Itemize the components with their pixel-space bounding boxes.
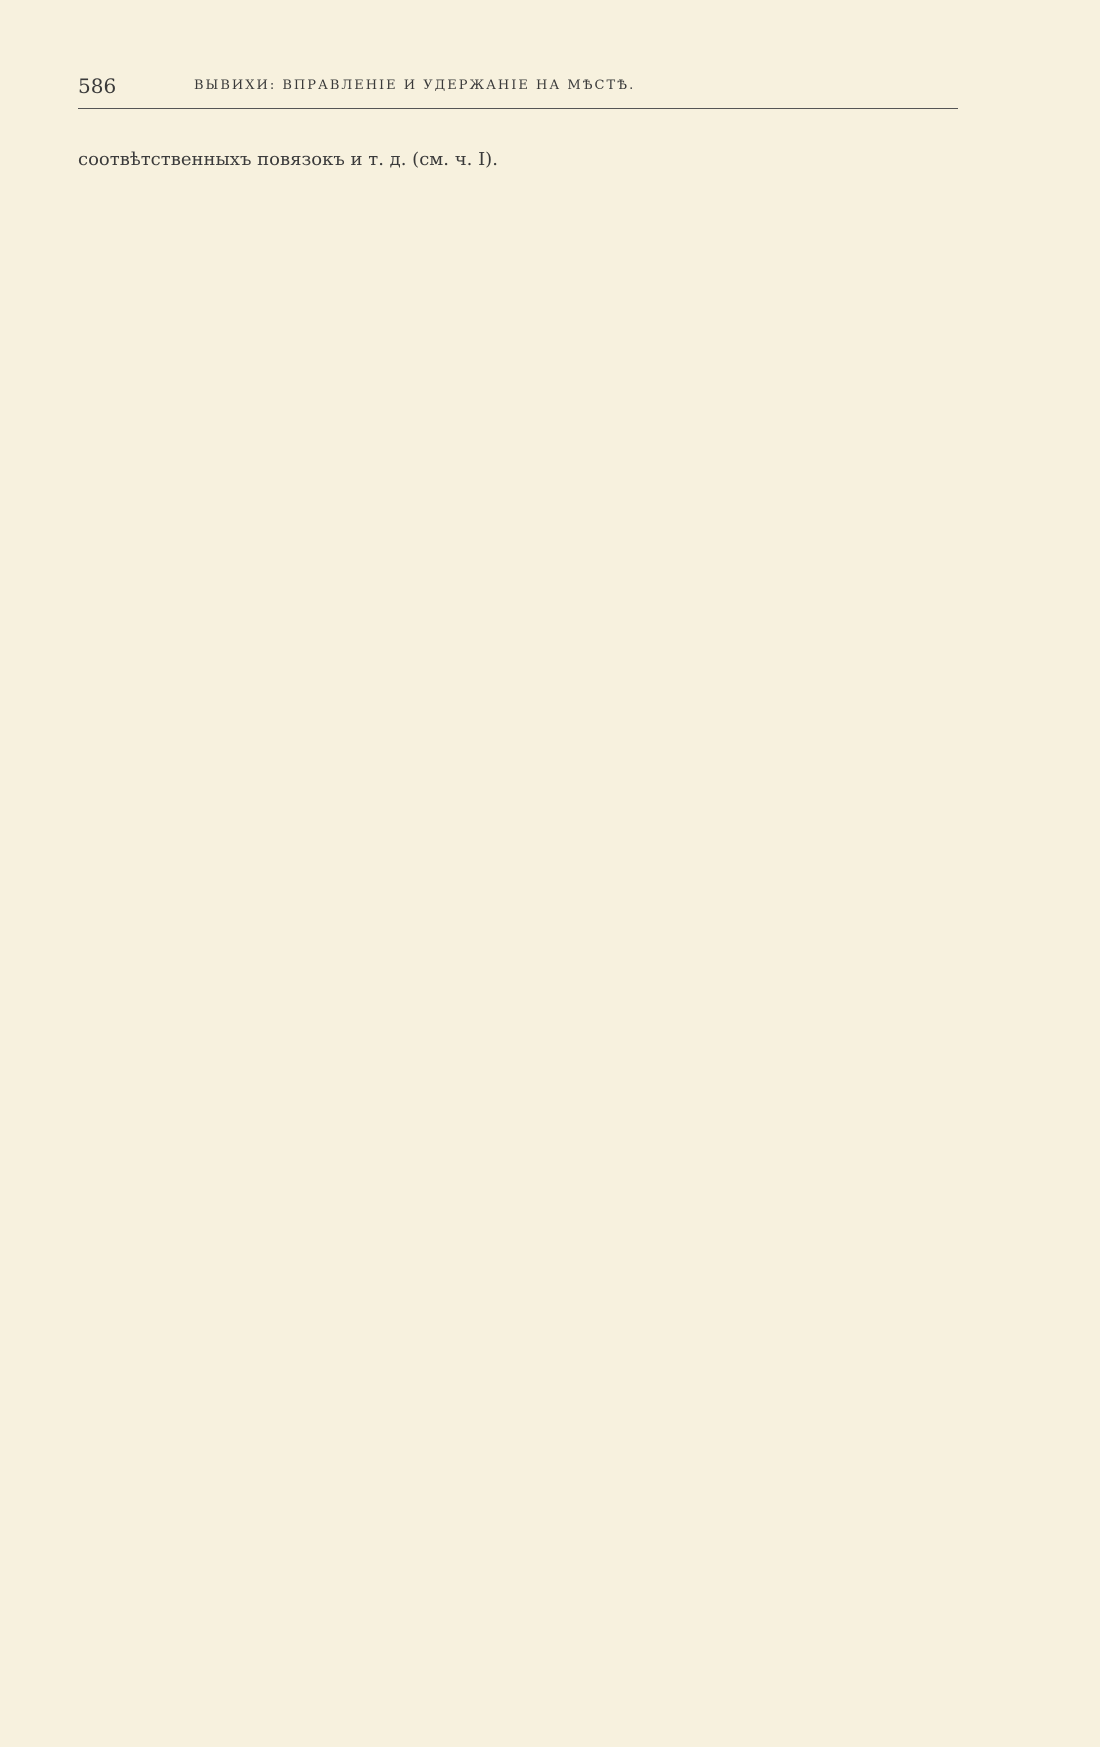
page-header (78, 70, 958, 104)
page-number: 586 (78, 74, 117, 98)
running-head: ВЫВИХИ: ВПРАВЛЕНІЕ И УДЕРЖАНІЕ НА МѢСТѢ. (194, 78, 636, 93)
header-rule (78, 108, 958, 109)
paragraph-1: соотвѣтственныхъ повязокъ и т. д. (см. ч. I). (78, 149, 498, 170)
body-text (78, 130, 958, 190)
